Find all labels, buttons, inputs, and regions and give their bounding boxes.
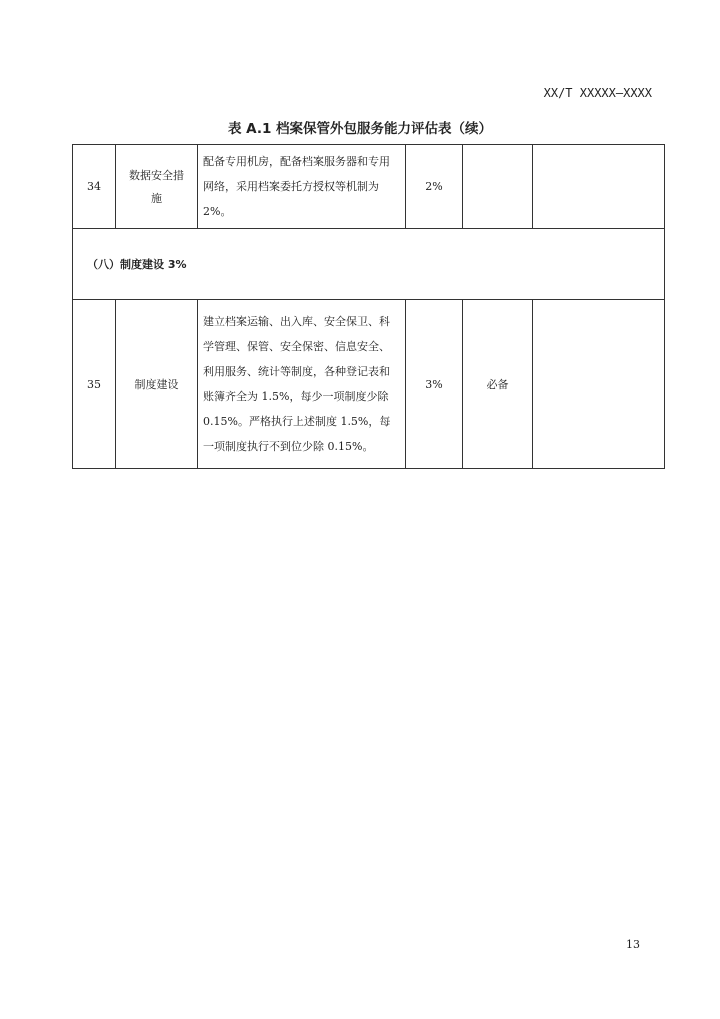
row-item: 制度建设 — [116, 300, 198, 469]
table-row — [73, 300, 665, 469]
evaluation-table — [72, 144, 665, 469]
section-title: （八）制度建设 3% — [73, 229, 665, 300]
standard-code: XX/T XXXXX—XXXX — [543, 86, 652, 100]
row-number: 35 — [73, 300, 116, 469]
row-note — [533, 145, 665, 229]
section-row — [73, 229, 665, 300]
row-requirement — [463, 145, 533, 229]
row-description: 配备专用机房，配备档案服务器和专用网络，采用档案委托方授权等机制为 2%。 — [198, 145, 406, 229]
row-score: 3% — [406, 300, 463, 469]
row-score: 2% — [406, 145, 463, 229]
table-row — [73, 145, 665, 229]
table-title: 表 A.1 档案保管外包服务能力评估表（续） — [227, 121, 493, 137]
row-note — [533, 300, 665, 469]
row-item: 数据安全措施 — [116, 145, 198, 229]
row-requirement: 必备 — [463, 300, 533, 469]
page-number: 13 — [626, 938, 640, 951]
row-number: 34 — [73, 145, 116, 229]
row-description: 建立档案运输、出入库、安全保卫、科学管理、保管、安全保密、信息安全、利用服务、统计等制度，各种登记表和账簿齐全为 1.5%，每少一项制度少除 0.15%。严格执行上述制度 1.5%，每一项制度执行不到位少除 0.15%。 — [198, 300, 406, 469]
